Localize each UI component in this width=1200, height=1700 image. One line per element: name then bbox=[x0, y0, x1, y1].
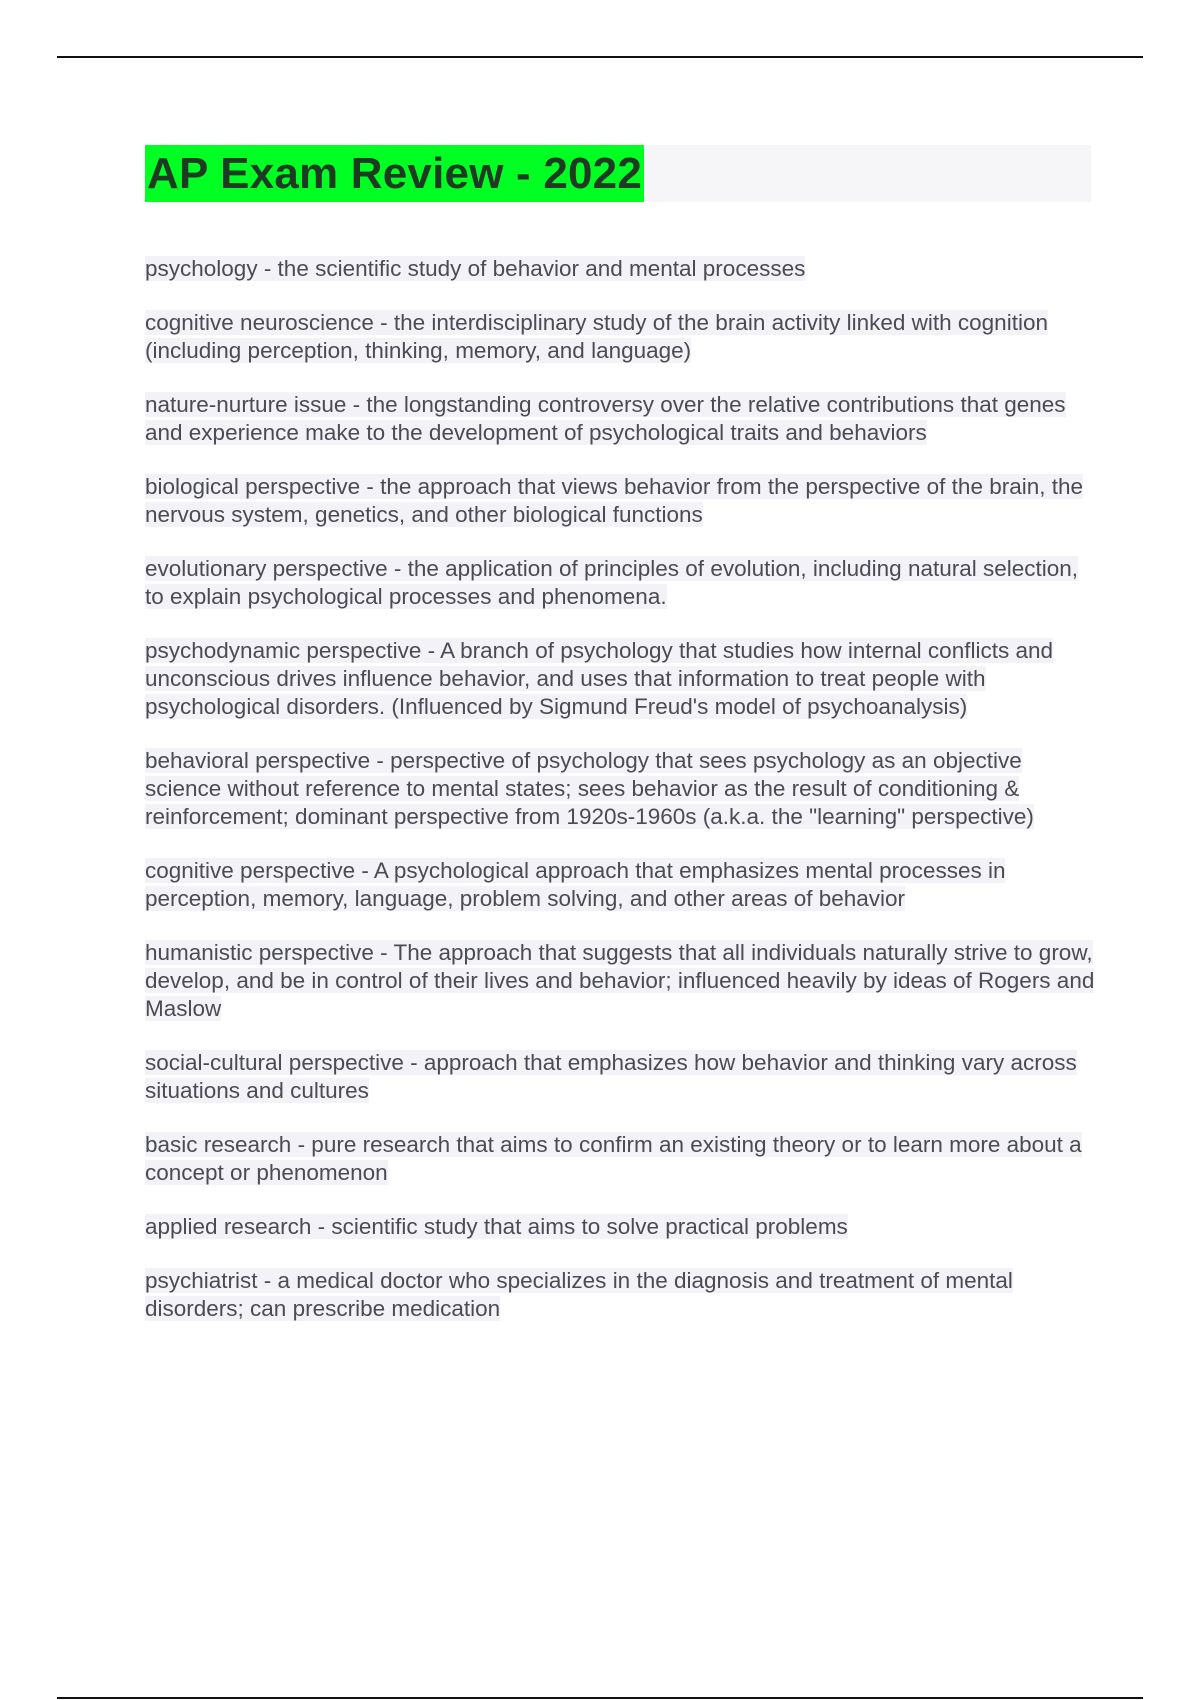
term-entry-applied-research: applied research - scientific study that aims to solve practical problems bbox=[145, 1214, 848, 1239]
term-entry-behavioral-perspective: behavioral perspective - perspective of psychology that sees psychology as an objective science without reference to mental states; sees behavior as the result of conditioning & reinforcement; dominant perspective from 1920s-1960s (a.k.a. the "learning" perspective) bbox=[145, 748, 1034, 829]
term-list bbox=[145, 255, 1095, 1349]
term-entry-basic-research: basic research - pure research that aims to confirm an existing theory or to learn more about a concept or phenomenon bbox=[145, 1132, 1082, 1185]
bottom-divider bbox=[57, 1697, 1143, 1699]
term-entry-psychodynamic-perspective: psychodynamic perspective - A branch of psychology that studies how internal conflicts and unconscious drives influence behavior, and uses that information to treat people with psychological disorders. (Influenced by Sigmund Freud's model of psychoanalysis) bbox=[145, 638, 1053, 719]
term-entry-biological-perspective: biological perspective - the approach that views behavior from the perspective of the brain, the nervous system, genetics, and other biological functions bbox=[145, 474, 1084, 527]
term-entry-psychology: psychology - the scientific study of behavior and mental processes bbox=[145, 256, 806, 281]
term-entry-social-cultural-perspective: social-cultural perspective - approach that emphasizes how behavior and thinking vary across situations and cultures bbox=[145, 1050, 1077, 1103]
term-entry-evolutionary-perspective: evolutionary perspective - the application of principles of evolution, including natural selection, to explain psychological processes and phenomena. bbox=[145, 556, 1079, 609]
page-title: AP Exam Review - 2022 bbox=[145, 145, 644, 202]
term-entry-nature-nurture-issue: nature-nurture issue - the longstanding controversy over the relative contributions that genes and experience make to the development of psychological traits and behaviors bbox=[145, 392, 1066, 445]
term-entry-humanistic-perspective: humanistic perspective - The approach that suggests that all individuals naturally strive to grow, develop, and be in control of their lives and behavior; influenced heavily by ideas of Rogers and Maslow bbox=[145, 940, 1095, 1021]
term-entry-cognitive-perspective: cognitive perspective - A psychological approach that emphasizes mental processes in perception, memory, language, problem solving, and other areas of behavior bbox=[145, 858, 1006, 911]
top-divider bbox=[57, 56, 1143, 58]
term-entry-psychiatrist: psychiatrist - a medical doctor who specializes in the diagnosis and treatment of mental disorders; can prescribe medication bbox=[145, 1268, 1013, 1321]
term-entry-cognitive-neuroscience: cognitive neuroscience - the interdisciplinary study of the brain activity linked with cognition (including perception, thinking, memory, and language) bbox=[145, 310, 1048, 363]
